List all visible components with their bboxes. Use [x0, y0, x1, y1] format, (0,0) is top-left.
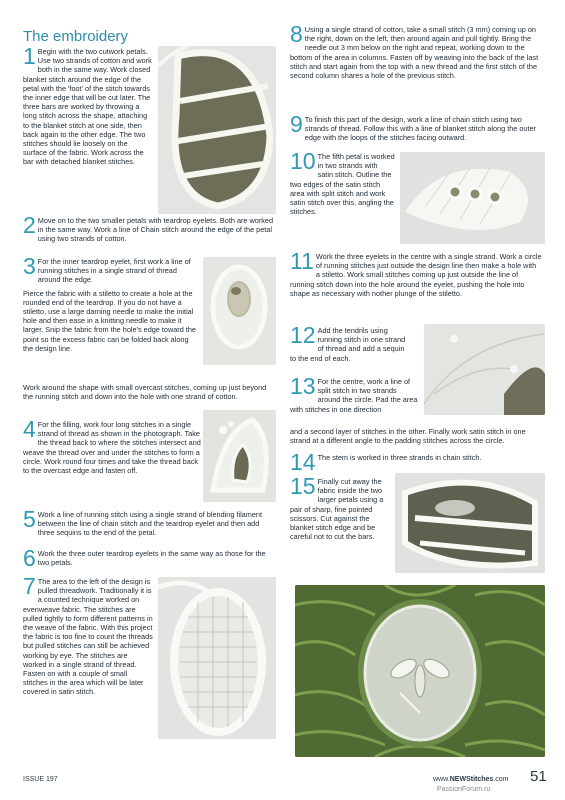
website-prefix: www.: [433, 776, 450, 783]
step-number: 5: [23, 506, 36, 532]
photo-pulled-threadwork: [158, 577, 276, 739]
step-text: Begin with the two cutwork petals. Use two strands of cotton and work both in the same way. Work closed blanket stitch around the edge of the petal with the 'foot' of the stitch towards the inner edge that will be cut later. The three bars are worked by throwing a long stitch across the shape, attaching to the blanket stitch at one side, then back again to the other edge. The two stitches should lie loosely on the surface of the fabric. Work across the bar with detached blanket stitches.: [23, 47, 152, 167]
step-3-continued: [23, 383, 275, 401]
step-number: 1: [23, 43, 36, 69]
step-number: 9: [290, 111, 303, 137]
photo-tendrils: [424, 324, 545, 415]
photo-teardrop-eyelet-image: [203, 257, 276, 365]
step-text: The stem is worked in three strands in chain stitch.: [317, 453, 482, 462]
step-text: Work the three eyelets in the centre with a single strand. Work a circle of running stitches just outside the design line then make a hole with a stiletto. Work small stitches coming up just outside the line of running stitch down into the hole around the eyelet, pushing the hole into shape as necessary with nother plunge of the stiletto.: [290, 252, 542, 298]
website-brand: NEWStitches: [449, 776, 494, 783]
step-14: [290, 449, 542, 475]
step-9: [290, 111, 542, 143]
section-title: The embroidery: [23, 28, 129, 45]
step-number: 14: [290, 449, 316, 475]
step-text: For the filling, work four long stitches in a single strand of thread as shown in the photograph. Take the thread back to where the stitches intersect and weave the thread over and under the stitches to form a circle. Work round four times and take the thread back to the overcast edge and fasten off.: [23, 420, 201, 476]
website-suffix: .com: [493, 776, 509, 783]
photo-tendrils-image: [424, 324, 545, 415]
photo-finished-design-image: [295, 585, 545, 757]
step-12: [290, 322, 410, 363]
step-text-continued: Work around the shape with small overcast stitches, coming up just beyond the running stitch and down into the hole with one strand of cotton.: [23, 383, 267, 402]
step-number: 13: [290, 373, 316, 399]
website: [433, 776, 508, 783]
photo-pulled-threadwork-image: [158, 577, 276, 739]
photo-eyelet-filling: [203, 410, 276, 502]
step-number: 6: [23, 545, 36, 571]
step-text: Add the tendrils using running stitch in one strand of thread and add a sequin to the end of each.: [290, 326, 406, 363]
step-1: [23, 43, 153, 167]
step-text: Move on to the two smaller petals with teardrop eyelets. Both are worked in the same way. Work a line of Chain stitch around the edge of the petal using two strands of cotton.: [37, 216, 274, 244]
step-2: [23, 212, 275, 244]
step-number: 8: [290, 21, 303, 47]
step-text-continued: Pierce the fabric with a stiletto to create a hole at the rounded end of the teardrop. If you do not have a stiletto, use a large darning needle to make the initial hole and then ease in a knitting needle to make it larger. Snip the fabric from the hole's edge toward the point so the excess fabric can be folded back along the design line.: [23, 288, 196, 353]
issue-number: ISSUE 197: [23, 776, 58, 783]
photo-cutwork-petal: [158, 46, 276, 214]
step-11: [290, 248, 542, 298]
step-4: [23, 416, 201, 476]
step-text: To finish this part of the design, work a line of chain stitch using two strands of thread. Follow this with a line of blanket stitch along the outer edge with the loops of the stitches facing outward.: [304, 115, 536, 143]
step-text: The fifth petal is worked in two strands with satin stitch. Outline the two edges of the satin stitch area with split stitch and work satin stitch over this, angling the stitches.: [290, 152, 395, 217]
photo-satin-petal-image: [400, 152, 545, 244]
photo-teardrop-eyelet: [203, 257, 276, 365]
photo-satin-petal: [400, 152, 545, 244]
step-6: [23, 545, 275, 571]
step-number: 15: [290, 473, 316, 499]
step-13-continued: [290, 427, 542, 445]
step-text-continued: and a second layer of stitches in the other. Finally work satin stitch in one strand at a different angle to the padding stitches across the circle.: [290, 427, 526, 446]
step-8: [290, 21, 542, 81]
step-7: [23, 573, 153, 697]
step-text: For the centre, work a line of split stitch in two strands around the circle. Pad the area with stitches in one direction: [290, 377, 418, 414]
step-3: [23, 253, 198, 353]
step-number: 10: [290, 148, 316, 174]
step-number: 4: [23, 416, 36, 442]
watermark: PassionForum.ru: [437, 786, 491, 793]
photo-cut-fabric-image: [395, 473, 545, 573]
step-text: For the inner teardrop eyelet, first work a line of running stitches in a single strand of thread around the edge.: [37, 257, 191, 285]
step-text: Work the three outer teardrop eyelets in the same way as those for the two petals.: [37, 549, 266, 568]
page-number: 51: [530, 768, 547, 785]
step-10: [290, 148, 395, 217]
photo-cutwork-petal-image: [158, 46, 276, 214]
photo-cut-fabric: [395, 473, 545, 573]
photo-finished-design: [295, 585, 545, 757]
step-text: Work a line of running stitch using a single strand of blending filament between the line of chain stitch and the teardrop eyelet and then add three sequins to the end of the petal.: [37, 510, 262, 538]
step-text: The area to the left of the design is pulled threadwork. Traditionally it is a counted technique worked on evenweave fabric. The stitches are pulled tightly to form different patterns in the weave of the fabric. With this project the fabric is too fine to count the threads but pulled stitches can still be achieved working by eye. The stitches are worked in a single strand of thread. Fasten on with a couple of small stitches in the area which will be later covered in satin stitch.: [23, 577, 153, 697]
step-number: 7: [23, 573, 36, 599]
step-15: [290, 473, 392, 542]
step-13: [290, 373, 418, 414]
step-number: 12: [290, 322, 316, 348]
step-number: 11: [290, 248, 314, 274]
step-text: Finally cut away the fabric inside the two larger petals using a pair of sharp, fine pointed scissors. Cut against the blanket stitch edge and be careful not to cut the bars.: [290, 477, 384, 542]
step-number: 2: [23, 212, 36, 238]
step-number: 3: [23, 253, 36, 279]
step-5: [23, 506, 275, 538]
photo-eyelet-filling-image: [203, 410, 276, 502]
step-text: Using a single strand of cotton, take a small stitch (3 mm) coming up on the right, down on the left, then around again and pull tightly. Bring the needle out 3 mm below on the right and repeat, working down to the bottom of the area in columns. Fasten off by weaving into the back of the last stitch and start again from the top with a new thread and the first stitch of the second column shares a hole of the previous stitch.: [290, 25, 539, 81]
